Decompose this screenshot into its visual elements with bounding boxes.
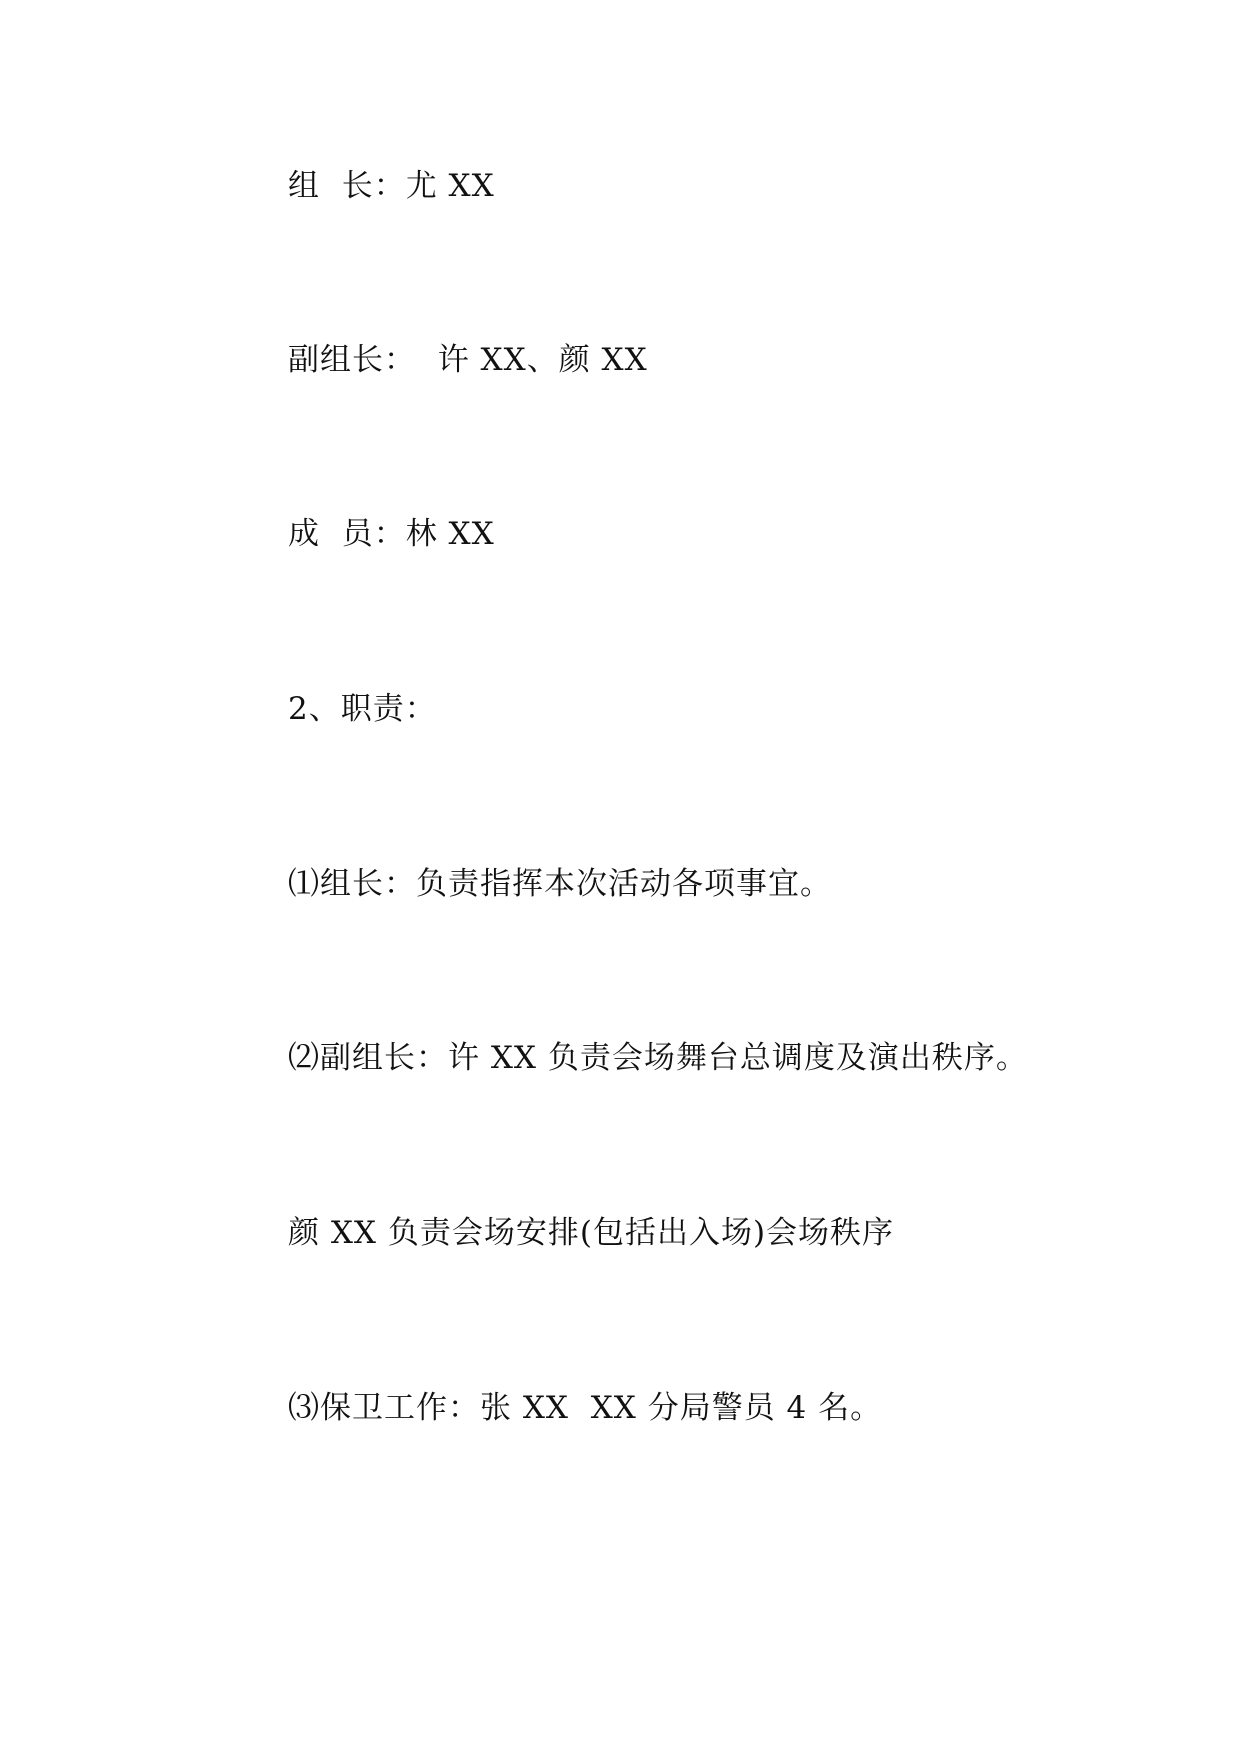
duty-item-leader: ⑴组长：负责指挥本次活动各项事宜。 <box>288 866 832 902</box>
duty-item-security: ⑶保卫工作：张 XX XX 分局警员 4 名。 <box>288 1390 883 1426</box>
duty-item-deputy-yan: 颜 XX 负责会场安排(包括出入场)会场秩序 <box>288 1215 895 1251</box>
duty-item-deputy-xu: ⑵副组长：许 XX 负责会场舞台总调度及演出秩序。 <box>288 1040 1028 1076</box>
group-leader-line: 组 长：尤 XX <box>288 168 495 204</box>
duties-heading: 2、职责： <box>288 691 437 727</box>
deputy-leader-line: 副组长： 许 XX、颜 XX <box>288 342 648 378</box>
member-line: 成 员：林 XX <box>288 516 495 552</box>
